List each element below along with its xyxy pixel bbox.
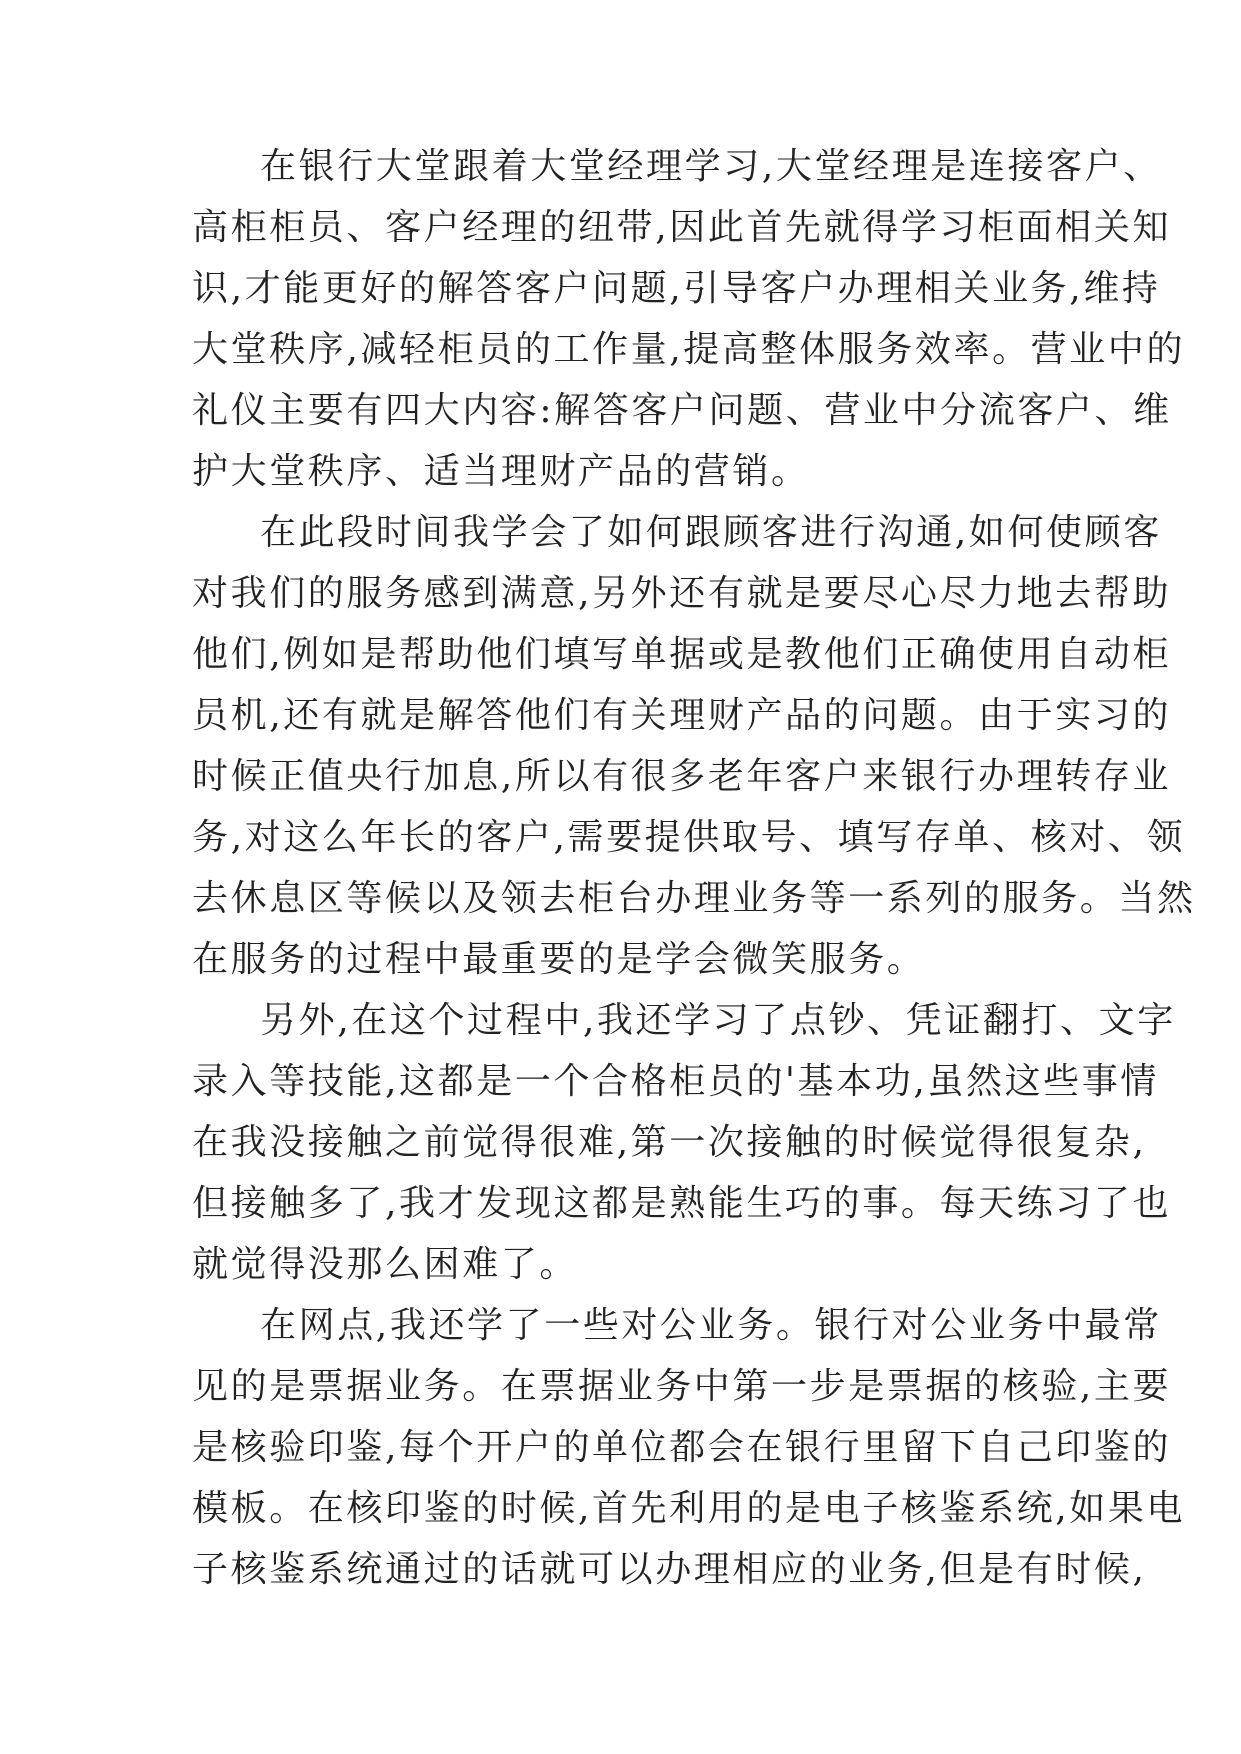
paragraph-line: 录入等技能,这都是一个合格柜员的'基本功,虽然这些事情 xyxy=(192,1061,1159,1102)
paragraph-line: 子核鉴系统通过的话就可以办理相应的业务,但是有时候, xyxy=(192,1549,1147,1590)
paragraph xyxy=(192,502,1196,990)
paragraph-line: 护大堂秩序、适当理财产品的营销。 xyxy=(192,451,810,492)
paragraph-line: 去休息区等候以及领去柜台办理业务等一系列的服务。当然 xyxy=(192,878,1196,919)
paragraph-first-line: 另外,在这个过程中,我还学习了点钞、凭证翻打、文字 xyxy=(260,1000,1176,1041)
paragraph-first-line: 在银行大堂跟着大堂经理学习,大堂经理是连接客户、 xyxy=(260,146,1162,187)
paragraph-line: 务,对这么年长的客户,需要提供取号、填写存单、核对、领 xyxy=(192,817,1186,858)
document-body xyxy=(192,136,1196,1600)
paragraph-line: 是核验印鉴,每个开户的单位都会在银行里留下自己印鉴的 xyxy=(192,1427,1172,1468)
paragraph xyxy=(192,136,1186,502)
paragraph-line: 就觉得没那么困难了。 xyxy=(192,1244,579,1285)
paragraph-line: 他们,例如是帮助他们填写单据或是教他们正确使用自动柜 xyxy=(192,634,1172,675)
paragraph-line: 见的是票据业务。在票据业务中第一步是票据的核验,主要 xyxy=(192,1366,1172,1407)
paragraph-line: 时候正值央行加息,所以有很多老年客户来银行办理转存业 xyxy=(192,756,1172,797)
paragraph-line: 在服务的过程中最重要的是学会微笑服务。 xyxy=(192,939,926,980)
paragraph-line: 对我们的服务感到满意,另外还有就是要尽心尽力地去帮助 xyxy=(192,573,1172,614)
paragraph-line: 礼仪主要有四大内容:解答客户问题、营业中分流客户、维 xyxy=(192,390,1172,431)
paragraph-line: 大堂秩序,减轻柜员的工作量,提高整体服务效率。营业中的 xyxy=(192,329,1186,370)
paragraph-line: 在我没接触之前觉得很难,第一次接触的时候觉得很复杂, xyxy=(192,1122,1147,1163)
paragraph xyxy=(192,990,1176,1295)
paragraph-line: 模板。在核印鉴的时候,首先利用的是电子核鉴系统,如果电 xyxy=(192,1488,1186,1529)
paragraph-line: 识,才能更好的解答客户问题,引导客户办理相关业务,维持 xyxy=(192,268,1161,309)
paragraph-first-line: 在网点,我还学了一些对公业务。银行对公业务中最常 xyxy=(260,1305,1162,1346)
paragraph-line: 员机,还有就是解答他们有关理财产品的问题。由于实习的 xyxy=(192,695,1172,736)
paragraph-first-line: 在此段时间我学会了如何跟顾客进行沟通,如何使顾客 xyxy=(260,512,1162,553)
paragraph xyxy=(192,1295,1186,1600)
paragraph-line: 高柜柜员、客户经理的纽带,因此首先就得学习柜面相关知 xyxy=(192,207,1172,248)
paragraph-line: 但接触多了,我才发现这都是熟能生巧的事。每天练习了也 xyxy=(192,1183,1172,1224)
